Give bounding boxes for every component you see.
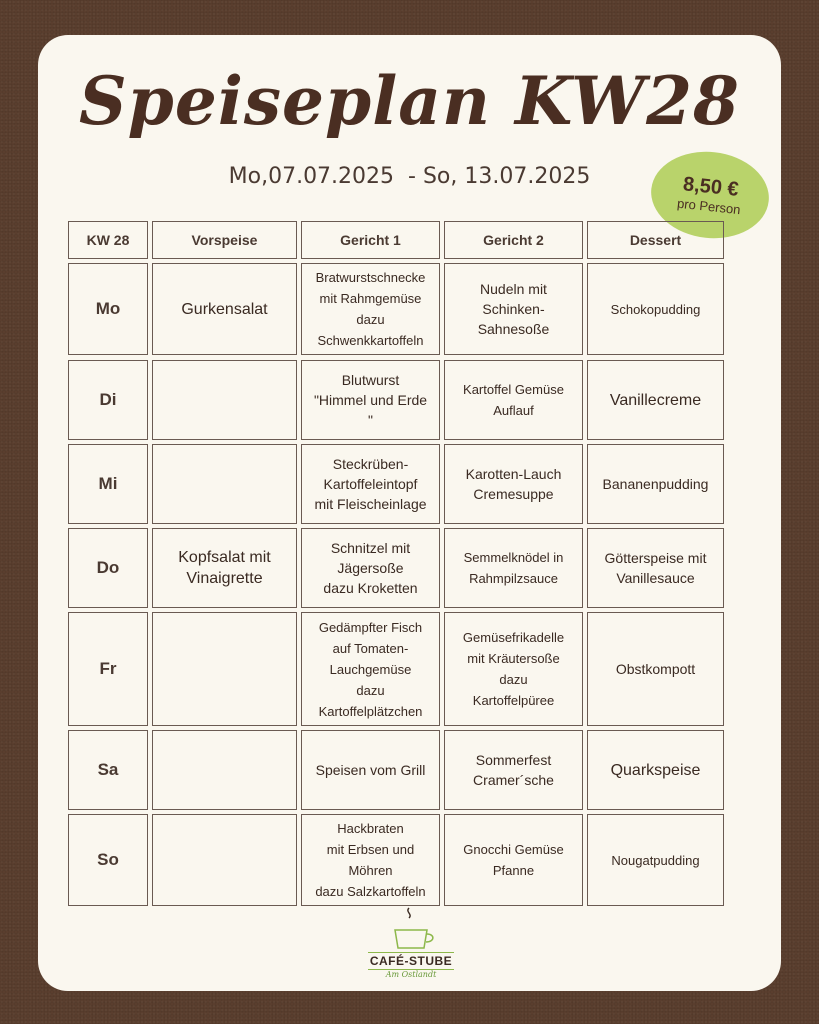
- gericht1-cell: Steckrüben- Kartoffeleintopf mit Fleischeinlage: [301, 444, 440, 524]
- day-cell: Mo: [68, 263, 148, 355]
- logo-tagline: Am Ostlandt: [385, 970, 437, 979]
- vorspeise-cell: Gurkensalat: [152, 263, 297, 355]
- day-cell: Do: [68, 528, 148, 608]
- gericht2-cell: Gemüsefrikadelle mit Kräutersoße dazu Kartoffelpüree: [444, 612, 583, 726]
- dessert-cell: Schokopudding: [587, 263, 724, 355]
- gericht1-cell: Gedämpfter Fisch auf Tomaten- Lauchgemüse dazu Kartoffelplätzchen: [301, 612, 440, 726]
- day-cell: Mi: [68, 444, 148, 524]
- gericht2-cell: Gnocchi Gemüse Pfanne: [444, 814, 583, 906]
- price-unit: pro Person: [676, 195, 742, 218]
- gericht1-cell: Blutwurst "Himmel und Erde ": [301, 360, 440, 440]
- gericht2-cell: Semmelknödel in Rahmpilzsauce: [444, 528, 583, 608]
- header-gericht-2: Gericht 2: [444, 221, 583, 259]
- cafe-logo: [356, 906, 466, 982]
- day-cell: Di: [68, 360, 148, 440]
- dessert-cell: Obstkompott: [587, 612, 724, 726]
- vorspeise-cell: [152, 814, 297, 906]
- day-cell: So: [68, 814, 148, 906]
- header-dessert: Dessert: [587, 221, 724, 259]
- dessert-cell: Nougatpudding: [587, 814, 724, 906]
- vorspeise-cell: [152, 444, 297, 524]
- gericht2-cell: Kartoffel Gemüse Auflauf: [444, 360, 583, 440]
- gericht2-cell: Karotten-Lauch Cremesuppe: [444, 444, 583, 524]
- date-range: Mo,07.07.2025 - So, 13.07.2025: [228, 164, 591, 189]
- vorspeise-cell: [152, 360, 297, 440]
- header-gericht-1: Gericht 1: [301, 221, 440, 259]
- gericht1-cell: Schnitzel mit Jägersoße dazu Kroketten: [301, 528, 440, 608]
- dessert-cell: Bananenpudding: [587, 444, 724, 524]
- dessert-cell: Quarkspeise: [587, 730, 724, 810]
- dessert-cell: Götterspeise mit Vanillesauce: [587, 528, 724, 608]
- header-vorspeise: Vorspeise: [152, 221, 297, 259]
- day-cell: Sa: [68, 730, 148, 810]
- dessert-cell: Vanillecreme: [587, 360, 724, 440]
- vorspeise-cell: [152, 612, 297, 726]
- gericht1-cell: Speisen vom Grill: [301, 730, 440, 810]
- header-kw: KW 28: [68, 221, 148, 259]
- day-cell: Fr: [68, 612, 148, 726]
- gericht2-cell: Sommerfest Cramer´sche: [444, 730, 583, 810]
- coffee-cup-icon: [381, 906, 441, 952]
- vorspeise-cell: Kopfsalat mit Vinaigrette: [152, 528, 297, 608]
- gericht1-cell: Bratwurstschnecke mit Rahmgemüse dazu Schwenkkartoffeln: [301, 263, 440, 355]
- gericht1-cell: Hackbraten mit Erbsen und Möhren dazu Salzkartoffeln: [301, 814, 440, 906]
- price-amount: 8,50 €: [682, 173, 740, 201]
- logo-name: CAFÉ-STUBE: [369, 954, 453, 968]
- vorspeise-cell: [152, 730, 297, 810]
- gericht2-cell: Nudeln mit Schinken- Sahnesoße: [444, 263, 583, 355]
- page-title: Speiseplan KW28: [79, 62, 740, 140]
